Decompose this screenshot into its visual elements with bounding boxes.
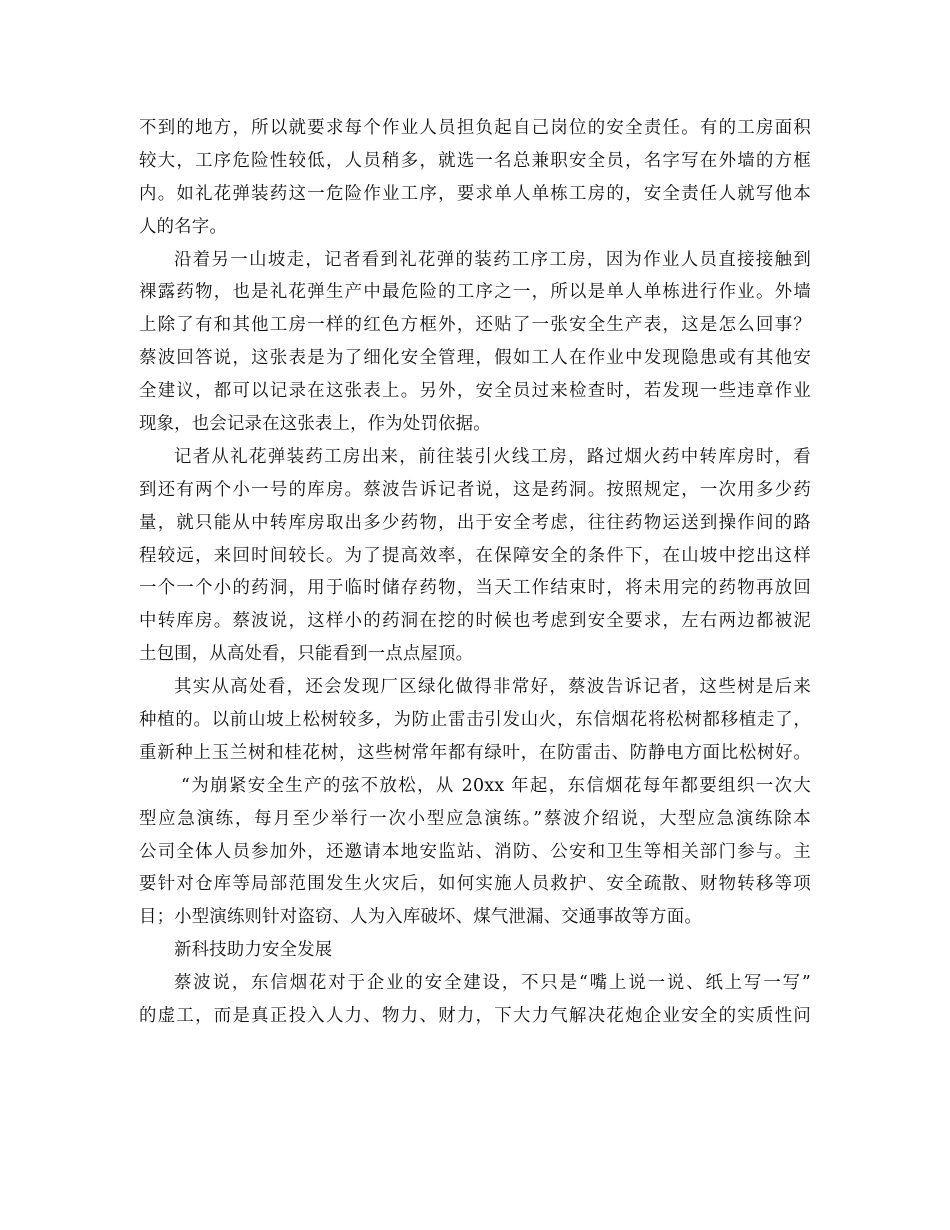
paragraph bbox=[139, 112, 811, 244]
text-line: 土包围，从高处看，只能看到一点点屋顶。 bbox=[139, 644, 474, 665]
text-line: 沿着另一山坡走，记者看到礼花弹的装药工序工房，因为作业人员直接接触到 bbox=[174, 249, 811, 270]
paragraph bbox=[139, 770, 811, 934]
text-line: 蔡波回答说，这张表是为了细化安全管理，假如工人在作业中发现隐患或有其他安 bbox=[139, 348, 811, 369]
article-body bbox=[139, 112, 811, 1033]
text-line: 全建议，都可以记录在这张表上。另外，安全员过来检查时，若发现一些违章作业 bbox=[139, 381, 811, 402]
text-line: 蔡波说，东信烟花对于企业的安全建设，不只是“嘴上说一说、纸上写一写” bbox=[174, 973, 811, 994]
text-line: 程较远，来回时间较长。为了提高效率，在保障安全的条件下，在山坡中挖出这样 bbox=[139, 545, 811, 566]
text-line: 的虚工，而是真正投入人力、物力、财力，下大力气解决花炮企业安全的实质性问 bbox=[139, 1006, 811, 1027]
text-line: 其实从高处看，还会发现厂区绿化做得非常好，蔡波告诉记者，这些树是后来 bbox=[174, 677, 811, 698]
text-line: 重新种上玉兰树和桂花树，这些树常年都有绿叶，在防雷击、防静电方面比松树好。 bbox=[139, 742, 811, 763]
text-line: 一个一个小的药洞，用于临时储存药物，当天工作结束时，将未用完的药物再放回 bbox=[139, 578, 811, 599]
text-line: 目；小型演练则针对盗窃、人为入库破坏、煤气泄漏、交通事故等方面。 bbox=[139, 907, 702, 928]
text-line: 中转库房。蔡波说，这样小的药洞在挖的时候也考虑到安全要求，左右两边都被泥 bbox=[139, 611, 811, 632]
paragraph bbox=[139, 244, 811, 441]
text-line: 现象，也会记录在这张表上，作为处罚依据。 bbox=[139, 414, 491, 435]
text-line: 上除了有和其他工房一样的红色方框外，还贴了一张安全生产表，这是怎么回事？ bbox=[139, 315, 811, 336]
text-line: 人的名字。 bbox=[139, 216, 227, 237]
text-line: 要针对仓库等局部范围发生火灾后，如何实施人员救护、安全疏散、财物转移等项 bbox=[139, 874, 811, 895]
text-line: 公司全体人员参加外，还邀请本地安监站、消防、公安和卫生等相关部门参与。主 bbox=[139, 841, 811, 862]
paragraph bbox=[139, 967, 811, 1033]
text-line: “为崩紧安全生产的弦不放松，从 20xx 年起，东信烟花每年都要组织一次大 bbox=[181, 775, 811, 796]
text-line: 到还有两个小一号的库房。蔡波告诉记者说，这是药洞。按照规定，一次用多少药 bbox=[139, 479, 811, 500]
text-line: 内。如礼花弹装药这一危险作业工序，要求单人单栋工房的，安全责任人就写他本 bbox=[139, 183, 811, 204]
text-line: 裸露药物，也是礼花弹生产中最危险的工序之一，所以是单人单栋进行作业。外墙 bbox=[139, 282, 811, 303]
text-line: 型应急演练，每月至少举行一次小型应急演练。”蔡波介绍说，大型应急演练除本 bbox=[139, 808, 811, 829]
paragraph bbox=[139, 441, 811, 671]
text-line: 记者从礼花弹装药工房出来，前往装引火线工房，路过烟火药中转库房时，看 bbox=[174, 446, 811, 467]
text-line: 不到的地方，所以就要求每个作业人员担负起自己岗位的安全责任。有的工房面积 bbox=[139, 118, 811, 138]
text-line: 新科技助力安全发展 bbox=[174, 940, 333, 961]
text-line: 较大，工序危险性较低，人员稍多，就选一名总兼职安全员，名字写在外墙的方框 bbox=[139, 150, 811, 171]
text-line: 种植的。以前山坡上松树较多，为防止雷击引发山火，东信烟花将松树都移植走了， bbox=[139, 710, 811, 731]
text-line: 量，就只能从中转库房取出多少药物，出于安全考虑，往往药物运送到操作间的路 bbox=[139, 512, 811, 533]
section-heading bbox=[139, 934, 811, 967]
paragraph bbox=[139, 671, 811, 770]
